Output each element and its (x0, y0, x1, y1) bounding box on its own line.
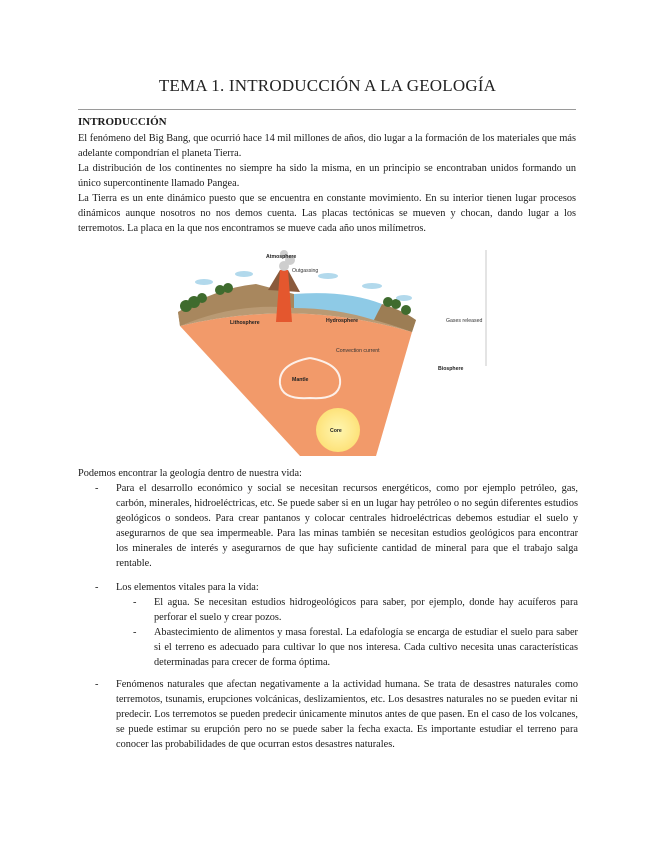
sublist-item-food: Abastecimiento de alimentos y masa forestal. La edafología se encarga de estudiar el suelo para saber si el terreno es adecuado para cultivar lo que nos interesa. Cada cultivo necesita unas características determinadas para crecer de forma óptima. (154, 627, 578, 668)
label-outgassing: Outgassing (292, 268, 319, 274)
label-lithosphere: Lithosphere (230, 320, 260, 326)
list-item-resources (78, 481, 578, 571)
sublist-item-water: El agua. Se necesitan estudios hidrogeológicos para saber, por ejemplo, donde hay acuíferos para perforar el suelo y crear pozos. (154, 597, 578, 623)
list-item-text: Fenómenos naturales que afectan negativamente a la actividad humana. Se trata de desastres naturales como terremotos, tsunamis, erupciones volcánicas, deslizamientos, etc. Los desastres naturales no se pueden evitar ni predecir. Los terremotos se pueden predecir únicamente minutos antes de que pasen. En el caso de los volcanes, se puede estimar su erupción pero no se puede saber la fecha exacta. Es importante estudiar el terreno para conocer las probabilidades de que ocurran estos desastres naturales. (116, 679, 578, 750)
label-mantle: Mantle (292, 377, 309, 383)
list-dash: - (95, 679, 99, 690)
intro-paragraphs (78, 131, 576, 236)
list-item-vital-elements (78, 580, 578, 670)
label-biosphere: Biosphere (438, 366, 464, 372)
earth-cross-section-figure (176, 246, 490, 456)
uses-intro: Podemos encontrar la geología dentro de nuestra vida: (78, 468, 302, 479)
mantle-wedge (180, 313, 412, 456)
paragraph-big-bang: El fenómeno del Big Bang, que ocurrió hace 14 mil millones de años, dio lugar a la formación de los materiales que más adelante compondrían el planeta Tierra. (78, 133, 576, 159)
label-gases-released: Gases released (446, 318, 483, 324)
paragraph-pangea: La distribución de los continentes no siempre ha sido la misma, en un principio se encontraban unidos formando un único supercontinente llamado Pangea. (78, 163, 576, 189)
label-atmosphere: Atmosphere (266, 254, 297, 260)
label-hydrosphere: Hydrosphere (326, 318, 358, 324)
list-item-natural-hazards (78, 677, 578, 752)
list-item-text: Los elementos vitales para la vida: (116, 582, 259, 593)
list-dash: - (95, 582, 99, 593)
label-convection: Convection current (336, 348, 380, 354)
paragraph-dynamic-earth: La Tierra es un ente dinámico puesto que se encuentra en constante movimiento. En su interior tienen lugar procesos dinámicos aunque nosotros no nos demos cuenta. Las placas tectónicas se mueven y chocan, dando lugar a los terremotos. La placa en la que nos encontramos se mueve cada año unos milímetros. (78, 193, 576, 234)
sublist-dash: - (133, 597, 137, 608)
page-title: TEMA 1. INTRODUCCIÓN A LA GEOLOGÍA (158, 76, 497, 95)
label-core: Core (330, 428, 342, 434)
list-item-text: Para el desarrollo económico y social se necesitan recursos energéticos, como por ejemplo petróleo, gas, carbón, minerales, hidroeléctricas, etc. Se puede saber si en un lugar hay petróleo o no según diferentes estudios geológicos o sondeos. Para crear pantanos y colocar centrales hidroeléctricas debemos estudiar el suelo y asegurarnos de que sea impermeable. Para las minas también se necesitan estudios geológicos para encontrar los minerales de interés y asegurarnos de que hay suficiente cantidad de mineral para que el trabajo salga rentable. (116, 483, 578, 569)
title-divider (78, 109, 576, 110)
section-heading: INTRODUCCIÓN (78, 116, 167, 128)
list-dash: - (95, 483, 99, 494)
sublist-dash: - (133, 627, 137, 638)
